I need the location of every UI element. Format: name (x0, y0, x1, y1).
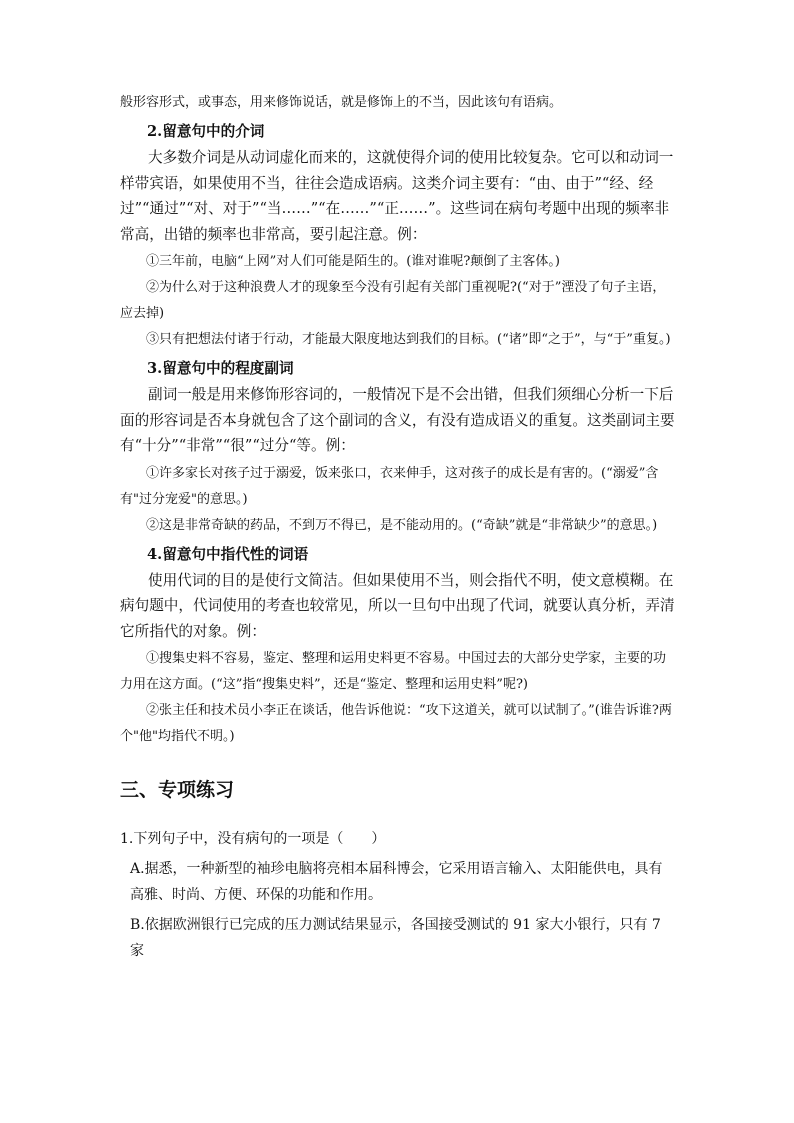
section-title: 三、专项练习 (120, 779, 235, 801)
option-a: A.据悉，一种新型的袖珍电脑将亮相本届科博会，它采用语言输入、太阳能供电，具有高雅、时尚、方便、环保的功能和作用。 (130, 861, 663, 903)
paragraph-prepositions: 大多数介词是从动词虚化而来的，这就使得介词的使用比较复杂。它可以和动词一样带宾语，如果使用不当，往往会造成语病。这类介词主要有：“由、由于”“经、经过”“通过”“对、对于”“当……”“在……”“正……”。这些词在病句考题中出现的频率非常高，出错的频率也非常高，要引起注意。例： (120, 149, 674, 243)
paragraph-pronouns: 使用代词的目的是使行文简洁。但如果使用不当，则会指代不明，使文意模糊。在病句题中，代词使用的考查也较常见，所以一旦句中出现了代词，就要认真分析，弄清它所指代的对象。例： (120, 571, 675, 640)
example-2-2: ②为什么对于这种浪费人才的现象至今没有引起有关部门重视呢?(“对于”湮没了句子主语，应去掉) (120, 280, 666, 321)
example-4-2: ②张主任和技术员小李正在谈话，他告诉他说：“攻下这道关，就可以试制了。”(谁告诉谁?两个"他"均指代不明。) (120, 703, 672, 744)
example-4-1: ①搜集史料不容易，鉴定、整理和运用史料更不容易。中国过去的大部分史学家，主要的功力用在这方面。(“这”指“搜集史料”，还是“鉴定、整理和运用史料”呢?) (120, 651, 667, 692)
paragraph-adverbs: 副词一般是用来修饰形容词的，一般情况下是不会出错，但我们须细心分析一下后面的形容词是否本身就包含了这个副词的含义，有没有造成语义的重复。这类副词主要有“十分”“非常”“很”“过分“等。例： (120, 386, 675, 454)
heading-pronouns: 4.留意句中指代性的词语 (147, 545, 309, 563)
question-1: 1.下列句子中，没有病句的一项是（ ） (120, 831, 386, 847)
option-b: B.依据欧洲银行已完成的压力测试结果显示，各国接受测试的 91 家大小银行，只有 7 家 (130, 917, 661, 959)
example-2-1: ①三年前，电脑“上网”对人们可能是陌生的。(谁对谁呢?颠倒了主客体。) (146, 254, 560, 269)
paragraph-continuation: 般形容形式，或事态，用来修饰说话，就是修饰上的不当，因此该句有语病。 (120, 95, 563, 110)
example-3-1: ①许多家长对孩子过于溺爱，饭来张口，衣来伸手，这对孩子的成长是有害的。(“溺爱”含有"过分宠爱"的意思。) (120, 465, 659, 507)
heading-prepositions: 2.留意句中的介词 (147, 123, 265, 140)
example-3-2: ②这是非常奇缺的药品，不到万不得已，是不能动用的。(“奇缺”就是“非常缺少”的意思。) (146, 517, 658, 533)
page-content (120, 90, 676, 964)
example-2-3: ③只有把想法付诸于行动，才能最大限度地达到我们的目标。(“诸”即“之于”，与“于”重复。) (146, 332, 671, 347)
heading-adverbs: 3.留意句中的程度副词 (147, 360, 294, 377)
